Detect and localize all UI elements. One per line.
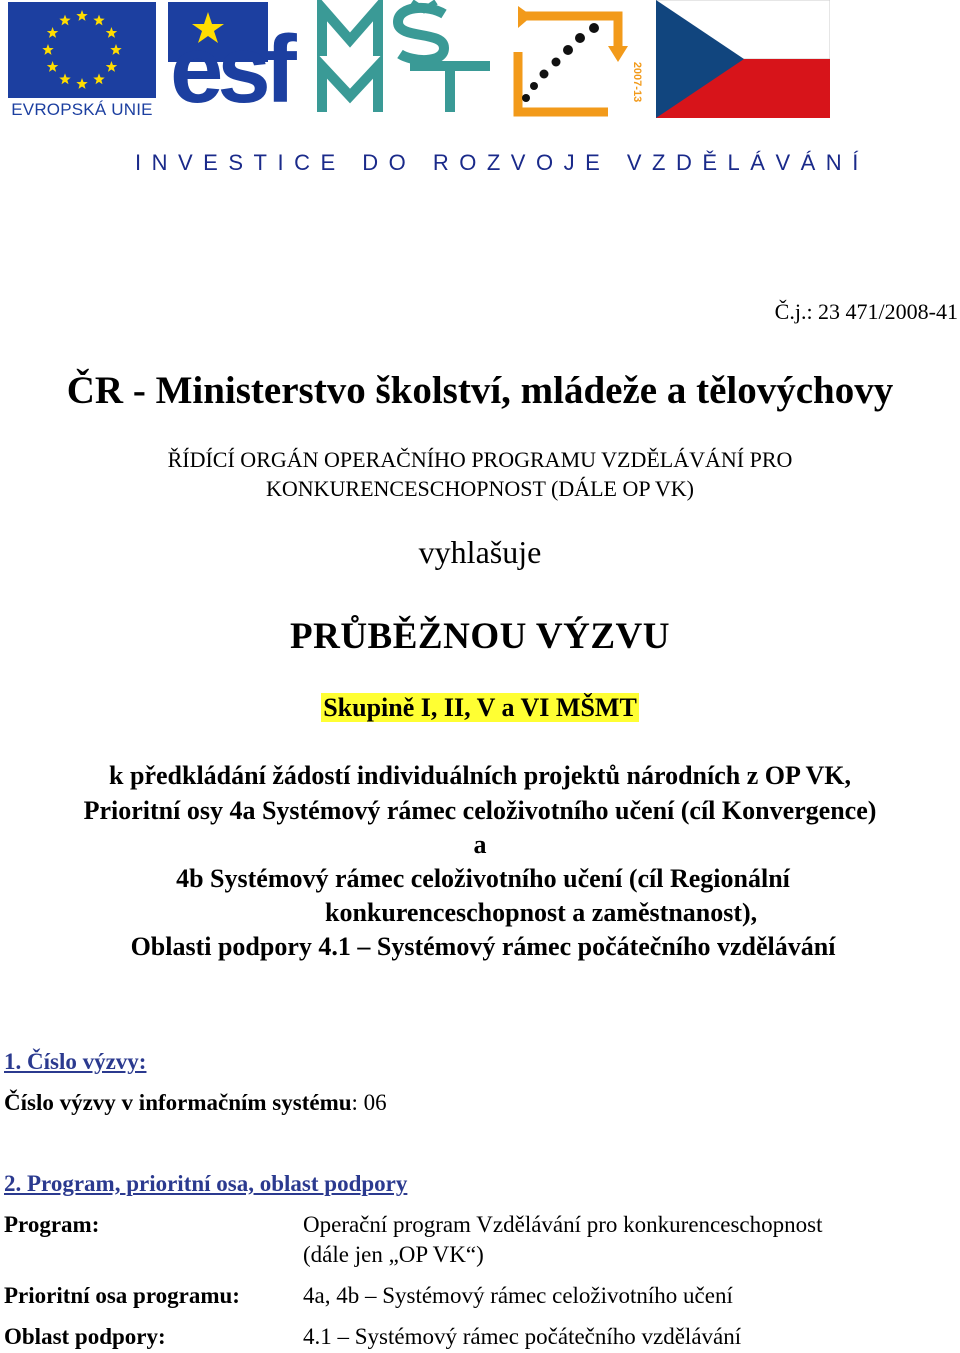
op-vk-arrow-icon: [508, 2, 648, 118]
czech-flag-icon: [656, 0, 830, 118]
eu-star-icon: [47, 61, 59, 72]
subject-line-5: konkurenceschopnost a zaměstnanost),: [325, 898, 758, 927]
subject-line-4: 4b Systémový rámec celoživotního učení (cíl Regionální: [176, 864, 790, 893]
eu-star-icon: [93, 15, 104, 26]
eu-star-icon: [76, 10, 87, 21]
target-groups-highlight: Skupině I, II, V a VI MŠMT: [323, 693, 637, 722]
msmt-logo: [316, 0, 496, 120]
call-number-label: Číslo výzvy v informačním systému: [4, 1090, 352, 1115]
eu-flag: [8, 2, 156, 98]
eu-star-icon: [110, 44, 121, 55]
call-number-value: : 06: [351, 1090, 387, 1115]
eu-logo: [8, 2, 156, 118]
subject-line-2: Prioritní osy 4a Systémový rámec celoživotního učení (cíl Konvergence): [83, 796, 877, 825]
support-area-label: Oblast podpory:: [4, 1324, 166, 1349]
managing-body-line-2: KONKURENCESCHOPNOST (DÁLE OP VK): [265, 476, 694, 501]
tagline: INVESTICE DO ROZVOJE VZDĚLÁVÁNÍ: [135, 150, 869, 175]
eu-star-icon: [106, 61, 118, 72]
subject-line-3: a: [473, 830, 487, 859]
call-number-row: [4, 1090, 387, 1116]
eu-caption: EVROPSKÁ UNIE: [11, 100, 153, 119]
program-label: Program:: [4, 1212, 100, 1237]
program-value-line-1: Operační program Vzdělávání pro konkurenceschopnost: [303, 1212, 823, 1237]
managing-body-line-1: ŘÍDÍCÍ ORGÁN OPERAČNÍHO PROGRAMU VZDĚLÁVÁNÍ PRO: [167, 447, 793, 472]
section-1-heading: 1. Číslo výzvy:: [4, 1049, 147, 1074]
section-2-heading: 2. Program, prioritní osa, oblast podpory: [4, 1171, 408, 1196]
msmt-monogram-icon: [316, 0, 496, 120]
call-heading: PRŮBĚŽNOU VÝZVU: [290, 616, 670, 657]
eu-star-icon: [106, 27, 118, 38]
eu-star-icon: [59, 73, 70, 84]
eu-star-icon: [42, 44, 53, 55]
op-vk-logo: [508, 2, 648, 118]
op-years: 2007-13: [631, 61, 643, 103]
reference-number: Č.j.: 23 471/2008-41: [774, 299, 958, 324]
ministry-title: ČR - Ministerstvo školství, mládeže a tělovýchovy: [66, 369, 894, 412]
priority-axis-value: 4a, 4b – Systémový rámec celoživotního učení: [303, 1283, 733, 1308]
target-groups-row: [0, 693, 960, 723]
eu-star-icon: [93, 73, 104, 84]
eu-star-icon: [47, 27, 59, 38]
eu-star-icon: [76, 78, 87, 89]
support-area-value: 4.1 – Systémový rámec počátečního vzdělávání: [303, 1324, 742, 1349]
announces-text: vyhlašuje: [418, 534, 542, 570]
esf-wordmark: esf: [170, 16, 291, 123]
eu-stars-icon: [8, 2, 156, 98]
priority-axis-label: Prioritní osa programu:: [4, 1283, 240, 1308]
czech-flag: [656, 0, 830, 118]
eu-star-icon: [59, 15, 70, 26]
subject-line-6: Oblasti podpory 4.1 – Systémový rámec počátečního vzdělávání: [130, 932, 836, 961]
subject-line-1: k předkládání žádostí individuálních projektů národních z OP VK,: [109, 761, 851, 790]
esf-logo: [168, 2, 302, 123]
program-value-line-2: (dále jen „OP VK“): [303, 1242, 484, 1267]
